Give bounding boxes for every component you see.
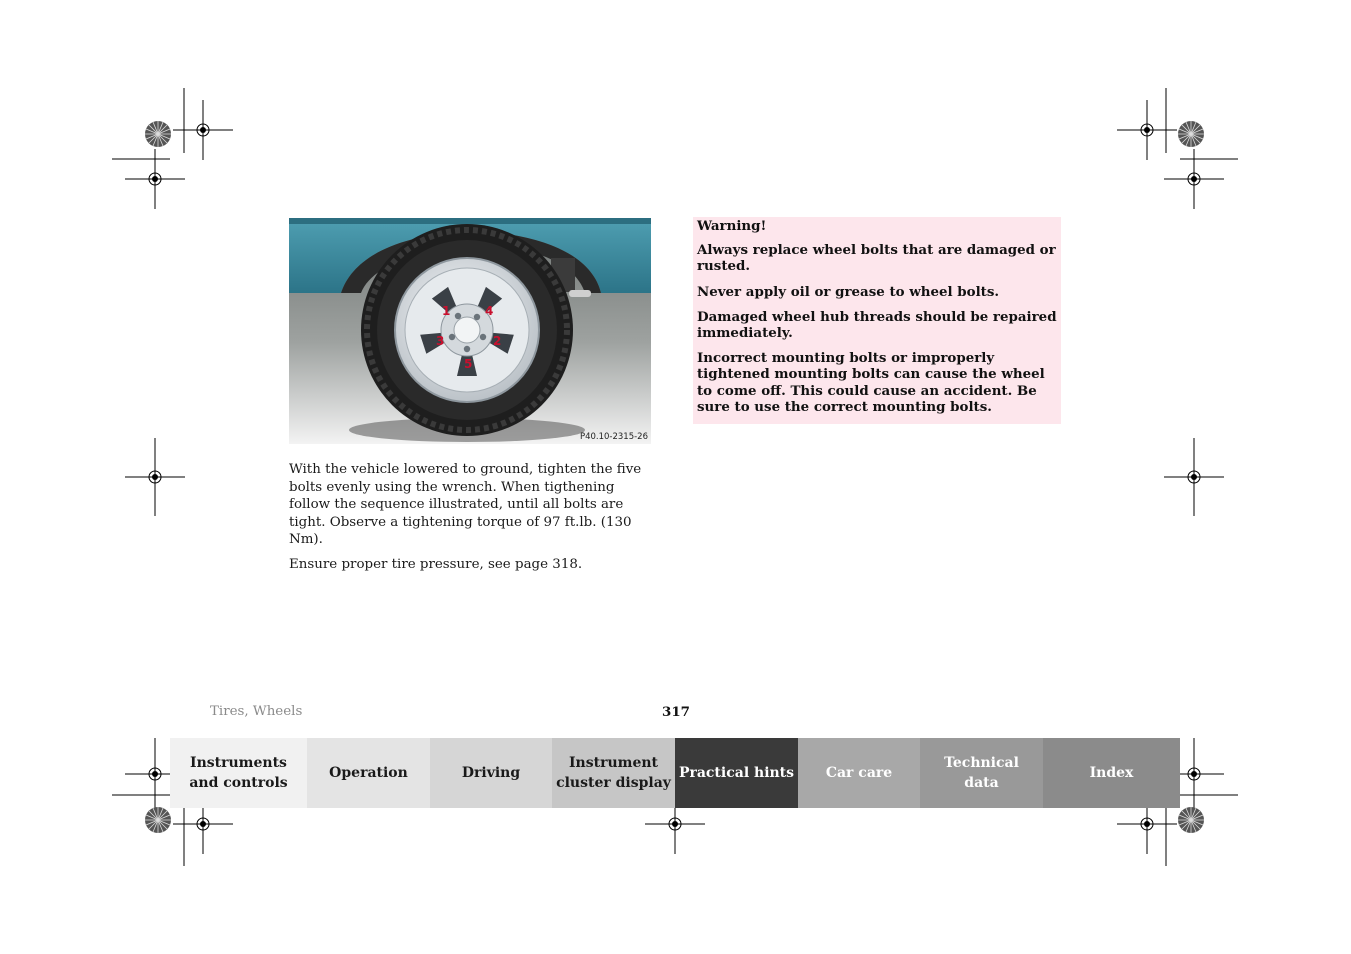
chapter-tabs [170, 738, 1180, 808]
warning-item: Damaged wheel hub threads should be repaired immediately. [697, 308, 1057, 342]
tab-instruments-and-controls[interactable]: Instruments and controls [170, 738, 307, 808]
bolt-number-5: 5 [464, 357, 473, 371]
tab-instrument-cluster-display[interactable]: Instrument cluster display [552, 738, 675, 808]
tire-pressure-reference: Ensure proper tire pressure, see page 318. [289, 556, 583, 572]
tab-car-care[interactable]: Car care [798, 738, 920, 808]
instruction-text [289, 461, 657, 580]
warning-item: Always replace wheel bolts that are damaged or rusted. [697, 242, 1056, 275]
warning-item: Never apply oil or grease to wheel bolts. [697, 283, 1000, 300]
wheel-illustration-svg [289, 218, 651, 444]
wheel-bolt-sequence-illustration [289, 218, 651, 444]
bolt-number-3: 3 [436, 334, 445, 348]
tab-index[interactable]: Index [1043, 738, 1180, 808]
bolt-number-1: 1 [442, 304, 451, 318]
page-number: 317 [662, 704, 690, 720]
warning-title: Warning! [697, 218, 767, 234]
tab-driving[interactable]: Driving [430, 738, 552, 808]
tab-technical-data[interactable]: Technical data [920, 738, 1043, 808]
warning-box [693, 217, 1061, 424]
bolt-number-2: 2 [493, 334, 502, 348]
section-label: Tires, Wheels [210, 704, 303, 719]
bolt-number-4: 4 [485, 304, 494, 318]
figure-code: P40.10-2315-26 [579, 432, 648, 442]
instruction-paragraph: With the vehicle lowered to ground, tighten the five bolts evenly using the wrench. When tigthening follow the sequence illustrated, until all bolts are tight. Observe a tightening torque of 97 ft.lb. (130 Nm). [289, 462, 642, 547]
tab-operation[interactable]: Operation [307, 738, 430, 808]
tab-practical-hints[interactable]: Practical hints [675, 738, 798, 808]
warning-item: Incorrect mounting bolts or improperly tightened mounting bolts can cause the wheel to come off. This could cause an accident. Be sure to use the correct mounting bolts. [697, 350, 1045, 415]
